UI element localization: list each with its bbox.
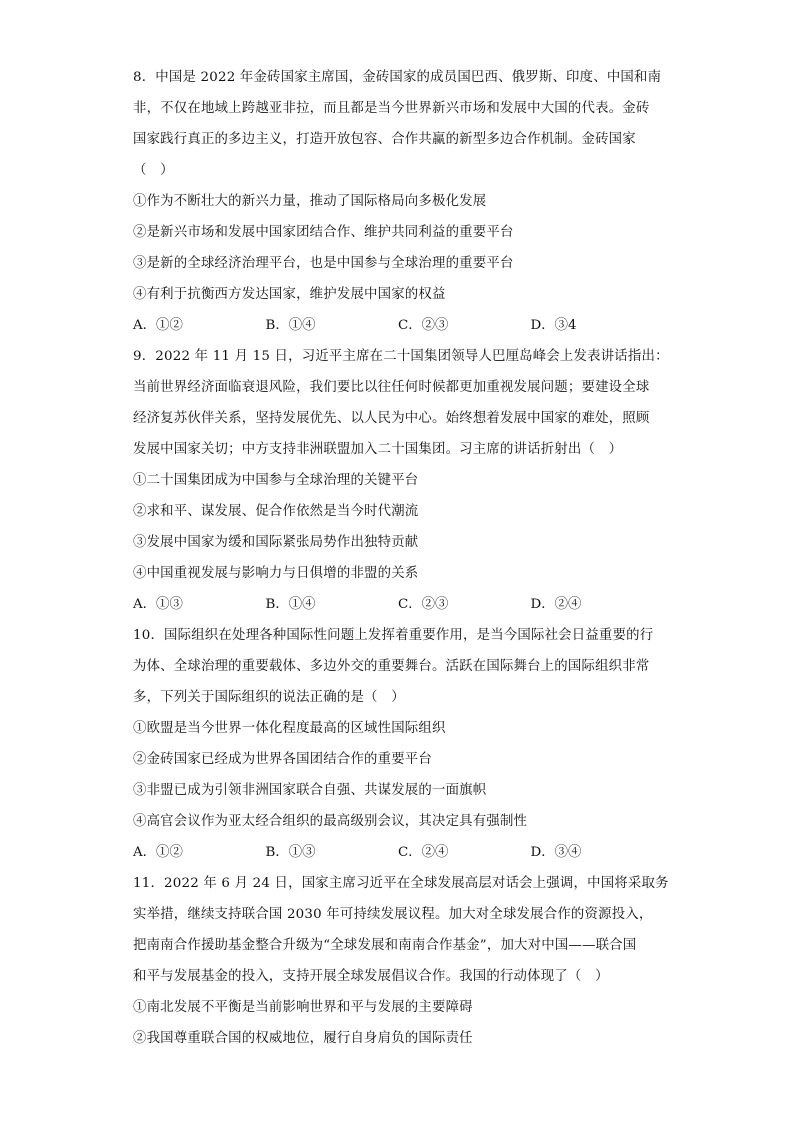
question-q11 [133,868,669,1054]
answer-option[interactable]: B．①④ [265,318,316,333]
question-stem-line: 把南南合作援助基金整合升级为“全球发展和南南合作基金”，加大对中国——联合国 [133,938,637,953]
statement-item: ③发展中国家为缓和国际紧张局势作出独特贡献 [133,535,419,550]
answer-option[interactable]: D．②④ [530,597,582,612]
exam-page [133,62,669,1054]
answer-options [133,589,663,620]
question-stem-line: 和平与发展基金的投入，支持开展全球发展倡议合作。我国的行动体现了（ ） [133,969,609,984]
statement-item: ③非盟已成为引领非洲国家联合自强、共谋发展的一面旗帜 [133,783,487,798]
statement-item: ④有利于抗衡西方发达国家，维护发展中国家的权益 [133,287,446,302]
answer-option[interactable]: A．①② [133,318,183,333]
answer-option[interactable]: D．③④ [530,845,582,860]
question-q10 [133,620,663,868]
answer-option[interactable]: A．①② [133,845,183,860]
question-q9 [133,341,669,620]
question-stem-line: 当前世界经济面临衰退风险，我们要比以往任何时候都更加重视发展问题；要建设全球 [133,380,650,395]
question-stem-line: 多，下列关于国际组织的说法正确的是（ ） [133,690,405,705]
statement-item: ②我国尊重联合国的权威地位，履行自身肩负的国际责任 [133,1031,473,1046]
answer-option[interactable]: A．①③ [133,597,183,612]
question-q8 [133,62,663,341]
question-stem-line: （ ） [133,163,174,178]
question-stem-line: 经济复苏伙伴关系，坚持发展优先、以人民为中心。始终想着发展中国家的难处，照顾 [133,411,650,426]
statement-item: ②求和平、谋发展、促合作依然是当今时代潮流 [133,504,419,519]
statement-item: ③是新的全球经济治理平台，也是中国参与全球治理的重要平台 [133,256,514,271]
answer-option[interactable]: B．①③ [265,845,316,860]
answer-option[interactable]: B．①④ [265,597,316,612]
question-stem-line: 发展中国家关切；中方支持非洲联盟加入二十国集团。习主席的讲话折射出（ ） [133,442,623,457]
statement-item: ④中国重视发展与影响力与日俱增的非盟的关系 [133,566,419,581]
question-stem-line: 非，不仅在地域上跨越亚非拉，而且都是当今世界新兴市场和发展中大国的代表。金砖 [133,101,650,116]
statement-item: ①二十国集团成为中国参与全球治理的关键平台 [133,473,419,488]
statement-item: ④高官会议作为亚太经合组织的最高级别会议，其决定具有强制性 [133,814,528,829]
answer-option[interactable]: C．②③ [398,597,449,612]
question-stem-line: 10．国际组织在处理各种国际性问题上发挥着重要作用，是当今国际社会日益重要的行 [133,628,654,643]
statement-item: ②金砖国家已经成为世界各国团结合作的重要平台 [133,752,432,767]
question-stem-line: 11．2022 年 6 月 24 日，国家主席习近平在全球发展高层对话会上强调，中国将采取务 [133,876,669,891]
answer-option[interactable]: C．②③ [398,318,449,333]
question-stem-line: 国家践行真正的多边主义，打造开放包容、合作共赢的新型多边合作机制。金砖国家 [133,132,636,147]
question-stem-line: 9．2022 年 11 月 15 日，习近平主席在二十国集团领导人巴厘岛峰会上发表讲话指出： [133,349,669,364]
answer-options [133,310,663,341]
question-stem-line: 为体、全球治理的重要载体、多边外交的重要舞台。活跃在国际舞台上的国际组织非常 [133,659,650,674]
question-stem-line: 实举措，继续支持联合国 2030 年可持续发展议程。加大对全球发展合作的资源投入， [133,907,653,922]
statement-item: ①南北发展不平衡是当前影响世界和平与发展的主要障碍 [133,1000,473,1015]
answer-option[interactable]: D．③4 [530,318,577,333]
question-stem-line: 8．中国是 2022 年金砖国家主席国，金砖国家的成员国巴西、俄罗斯、印度、中国和南 [133,70,662,85]
statement-item: ②是新兴市场和发展中国家团结合作、维护共同利益的重要平台 [133,225,514,240]
statement-item: ①欧盟是当今世界一体化程度最高的区域性国际组织 [133,721,446,736]
statement-item: ①作为不断壮大的新兴力量，推动了国际格局向多极化发展 [133,194,487,209]
answer-option[interactable]: C．②④ [398,845,449,860]
answer-options [133,837,663,868]
